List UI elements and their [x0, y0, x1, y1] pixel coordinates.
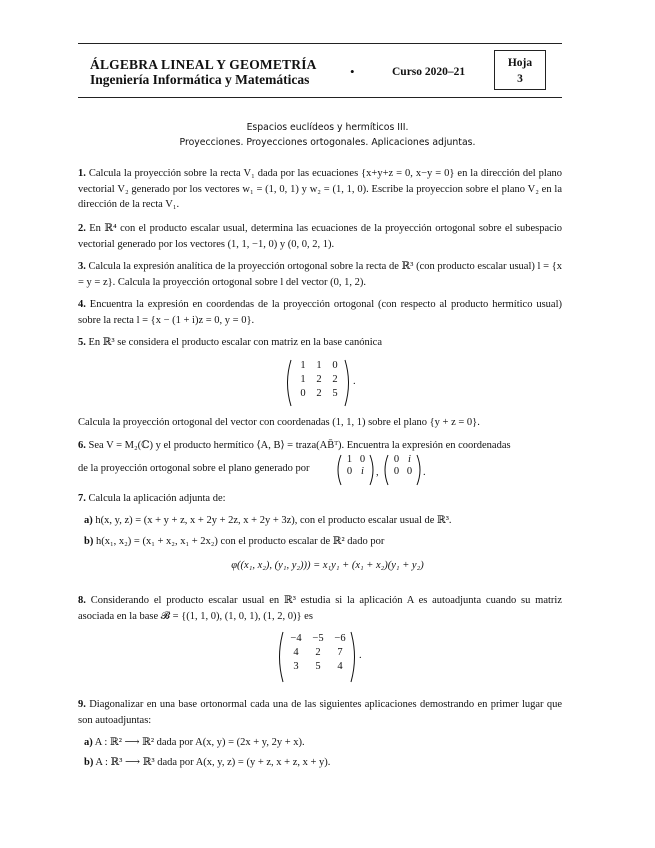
- matrix-cell: i: [408, 454, 411, 465]
- matrix-cell: 1: [346, 454, 353, 465]
- problem-text: de la proyección ortogonal sobre el plano generado por: [78, 463, 310, 474]
- period: .: [353, 376, 356, 387]
- course-year: Curso 2020–21: [392, 66, 466, 78]
- header-top-rule: [78, 43, 562, 44]
- item-label: b): [84, 536, 94, 547]
- matrix-cell: i: [361, 466, 364, 477]
- period: .: [359, 650, 362, 661]
- problem-text: En ℝ³ se considera el producto escalar con matriz en la base canónica: [88, 337, 382, 348]
- problem-text: Sea V = M₂(ℂ) y el producto hermítico ⟨A, B⟩ = traza(AB̄ᵀ). Encuentra la expresión en coordenadas: [88, 440, 511, 451]
- subtitle-line-1: Espacios euclídeos y hermíticos III.: [246, 122, 409, 133]
- matrix-cell: −4: [290, 633, 302, 644]
- problem-8: [78, 593, 562, 624]
- item-text: h(x₁, x₂) = (x₁ + x₂, x₁ + 2x₂) con el producto escalar de ℝ² dado por: [95, 536, 385, 547]
- problem-text: Calcula la aplicación adjunta de:: [88, 493, 226, 504]
- sheet-label: Hoja: [507, 57, 533, 69]
- problem-text: Calcula la expresión analítica de la proyección ortogonal sobre la recta de ℝ³ (con producto escalar usual) l = {x = y = z}. Calcula la proyección ortogonal sobre l del vector (0, 1, 2).: [78, 261, 562, 288]
- formula-phi: φ((x₁, x₂), (y₁, y₂))) = x₁y₁ + (x₁ + x₂)(y₁ + y₂): [231, 560, 424, 571]
- matrix-cell: 1: [316, 360, 322, 371]
- problem-number: 8.: [78, 595, 86, 606]
- problem-7b: [84, 534, 562, 550]
- matrix-cell: 0: [406, 466, 413, 477]
- problem-number: 1.: [78, 168, 86, 179]
- matrix-cell: 2: [332, 374, 338, 385]
- problem-2: [78, 221, 562, 252]
- matrix-cell: 0: [300, 388, 306, 399]
- matrix-cell: 0: [359, 454, 366, 465]
- matrix-cell: 2: [315, 647, 321, 658]
- problem-1: [78, 166, 562, 213]
- problem-6: [78, 438, 562, 454]
- problem-9b: [84, 755, 562, 771]
- matrix-cell: 3: [293, 661, 299, 672]
- problem-7: [78, 491, 562, 507]
- item-text: A : ℝ² ⟶ ℝ² dada por A(x, y) = (2x + y, 2y + x).: [94, 737, 305, 748]
- problem-text: Calcula la proyección sobre la recta V₁ dada por las ecuaciones {x+y+z = 0, x−y = 0} en la dirección del plano vectorial V₂ generado por los vectores w₁ = (1, 0, 1) y w₂ = (1, 1, 0). Escribe la proyeccion sobre el plano V₂ en la dirección de la recta V₁.: [78, 168, 563, 210]
- problem-4: [78, 297, 562, 328]
- item-text: h(x, y, z) = (x + y + z, x + 2y + 2z, x + 2y + 3z), con el producto escalar usual de ℝ³.: [95, 515, 452, 526]
- matrix-cell: 0: [393, 466, 400, 477]
- matrix-cell: −6: [334, 633, 346, 644]
- sheet-number: 3: [517, 73, 523, 85]
- matrix-cell: 4: [337, 661, 343, 672]
- problem-text: Diagonalizar en una base ortonormal cada una de las siguientes aplicaciones demostrando en primer lugar que son autoadjuntas:: [78, 699, 563, 726]
- period: .: [423, 467, 426, 478]
- matrix-cell: −5: [312, 633, 324, 644]
- item-label: a): [84, 515, 93, 526]
- problem-9a: [84, 735, 562, 751]
- matrix-cell: 0: [346, 466, 353, 477]
- course-title: ÁLGEBRA LINEAL Y GEOMETRÍA: [90, 57, 317, 72]
- matrix-cell: 1: [300, 360, 306, 371]
- header-bullet: •: [350, 64, 355, 79]
- problem-6-line2: [78, 461, 338, 477]
- matrix-cell: 2: [316, 374, 322, 385]
- problem-text: En ℝ⁴ con el producto escalar usual, determina las ecuaciones de la proyección ortogonal sobre el subespacio vectorial generado por los vectores (1, 1, −1, 0) y (0, 0, 2, 1).: [78, 223, 562, 250]
- header-bottom-rule: [78, 97, 562, 98]
- problem-number: 2.: [78, 223, 86, 234]
- problem-text: Considerando el producto escalar usual en ℝ³ estudia si la aplicación A es autoadjunta cuando su matriz asociada en la base 𝓑 = {(1, 1, 0), (1, 0, 1), (1, 2, 0)} es: [78, 595, 562, 622]
- problem-5: [78, 335, 562, 351]
- matrix-cell: 0: [332, 360, 338, 371]
- degree-title: Ingeniería Informática y Matemáticas: [90, 72, 310, 87]
- problem-3: [78, 259, 562, 290]
- problem-text: Encuentra la expresión en coordendas de la proyección ortogonal (con respecto al producto hermítico usual) sobre la recta l = {x − (1 + i)z = 0, y = 0}.: [78, 299, 563, 326]
- problem-number: 5.: [78, 337, 86, 348]
- problem-number: 4.: [78, 299, 86, 310]
- subtitle-line-2: Proyecciones. Proyecciones ortogonales. Aplicaciones adjuntas.: [179, 137, 476, 148]
- item-label: a): [84, 737, 93, 748]
- matrix-cell: 1: [300, 374, 306, 385]
- problem-number: 3.: [78, 261, 86, 272]
- sheet-box: [494, 50, 546, 90]
- matrix-cell: 7: [337, 647, 343, 658]
- item-label: b): [84, 757, 94, 768]
- item-text: A : ℝ³ ⟶ ℝ³ dada por A(x, y, z) = (y + z, x + z, x + y).: [95, 757, 331, 768]
- problem-5-continuation: Calcula la proyección ortogonal del vector con coordenadas (1, 1, 1) sobre el plano {y + z = 0}.: [78, 417, 480, 428]
- problem-number: 6.: [78, 440, 86, 451]
- problem-number: 9.: [78, 699, 86, 710]
- matrix-cell: 0: [393, 454, 400, 465]
- matrix-cell: 5: [315, 661, 321, 672]
- matrix-cell: 4: [293, 647, 299, 658]
- matrix-cell: 2: [316, 388, 322, 399]
- problem-9: [78, 697, 562, 728]
- comma: ,: [376, 467, 379, 478]
- problem-7a: [84, 513, 562, 529]
- matrix-cell: 5: [332, 388, 338, 399]
- problem-number: 7.: [78, 493, 86, 504]
